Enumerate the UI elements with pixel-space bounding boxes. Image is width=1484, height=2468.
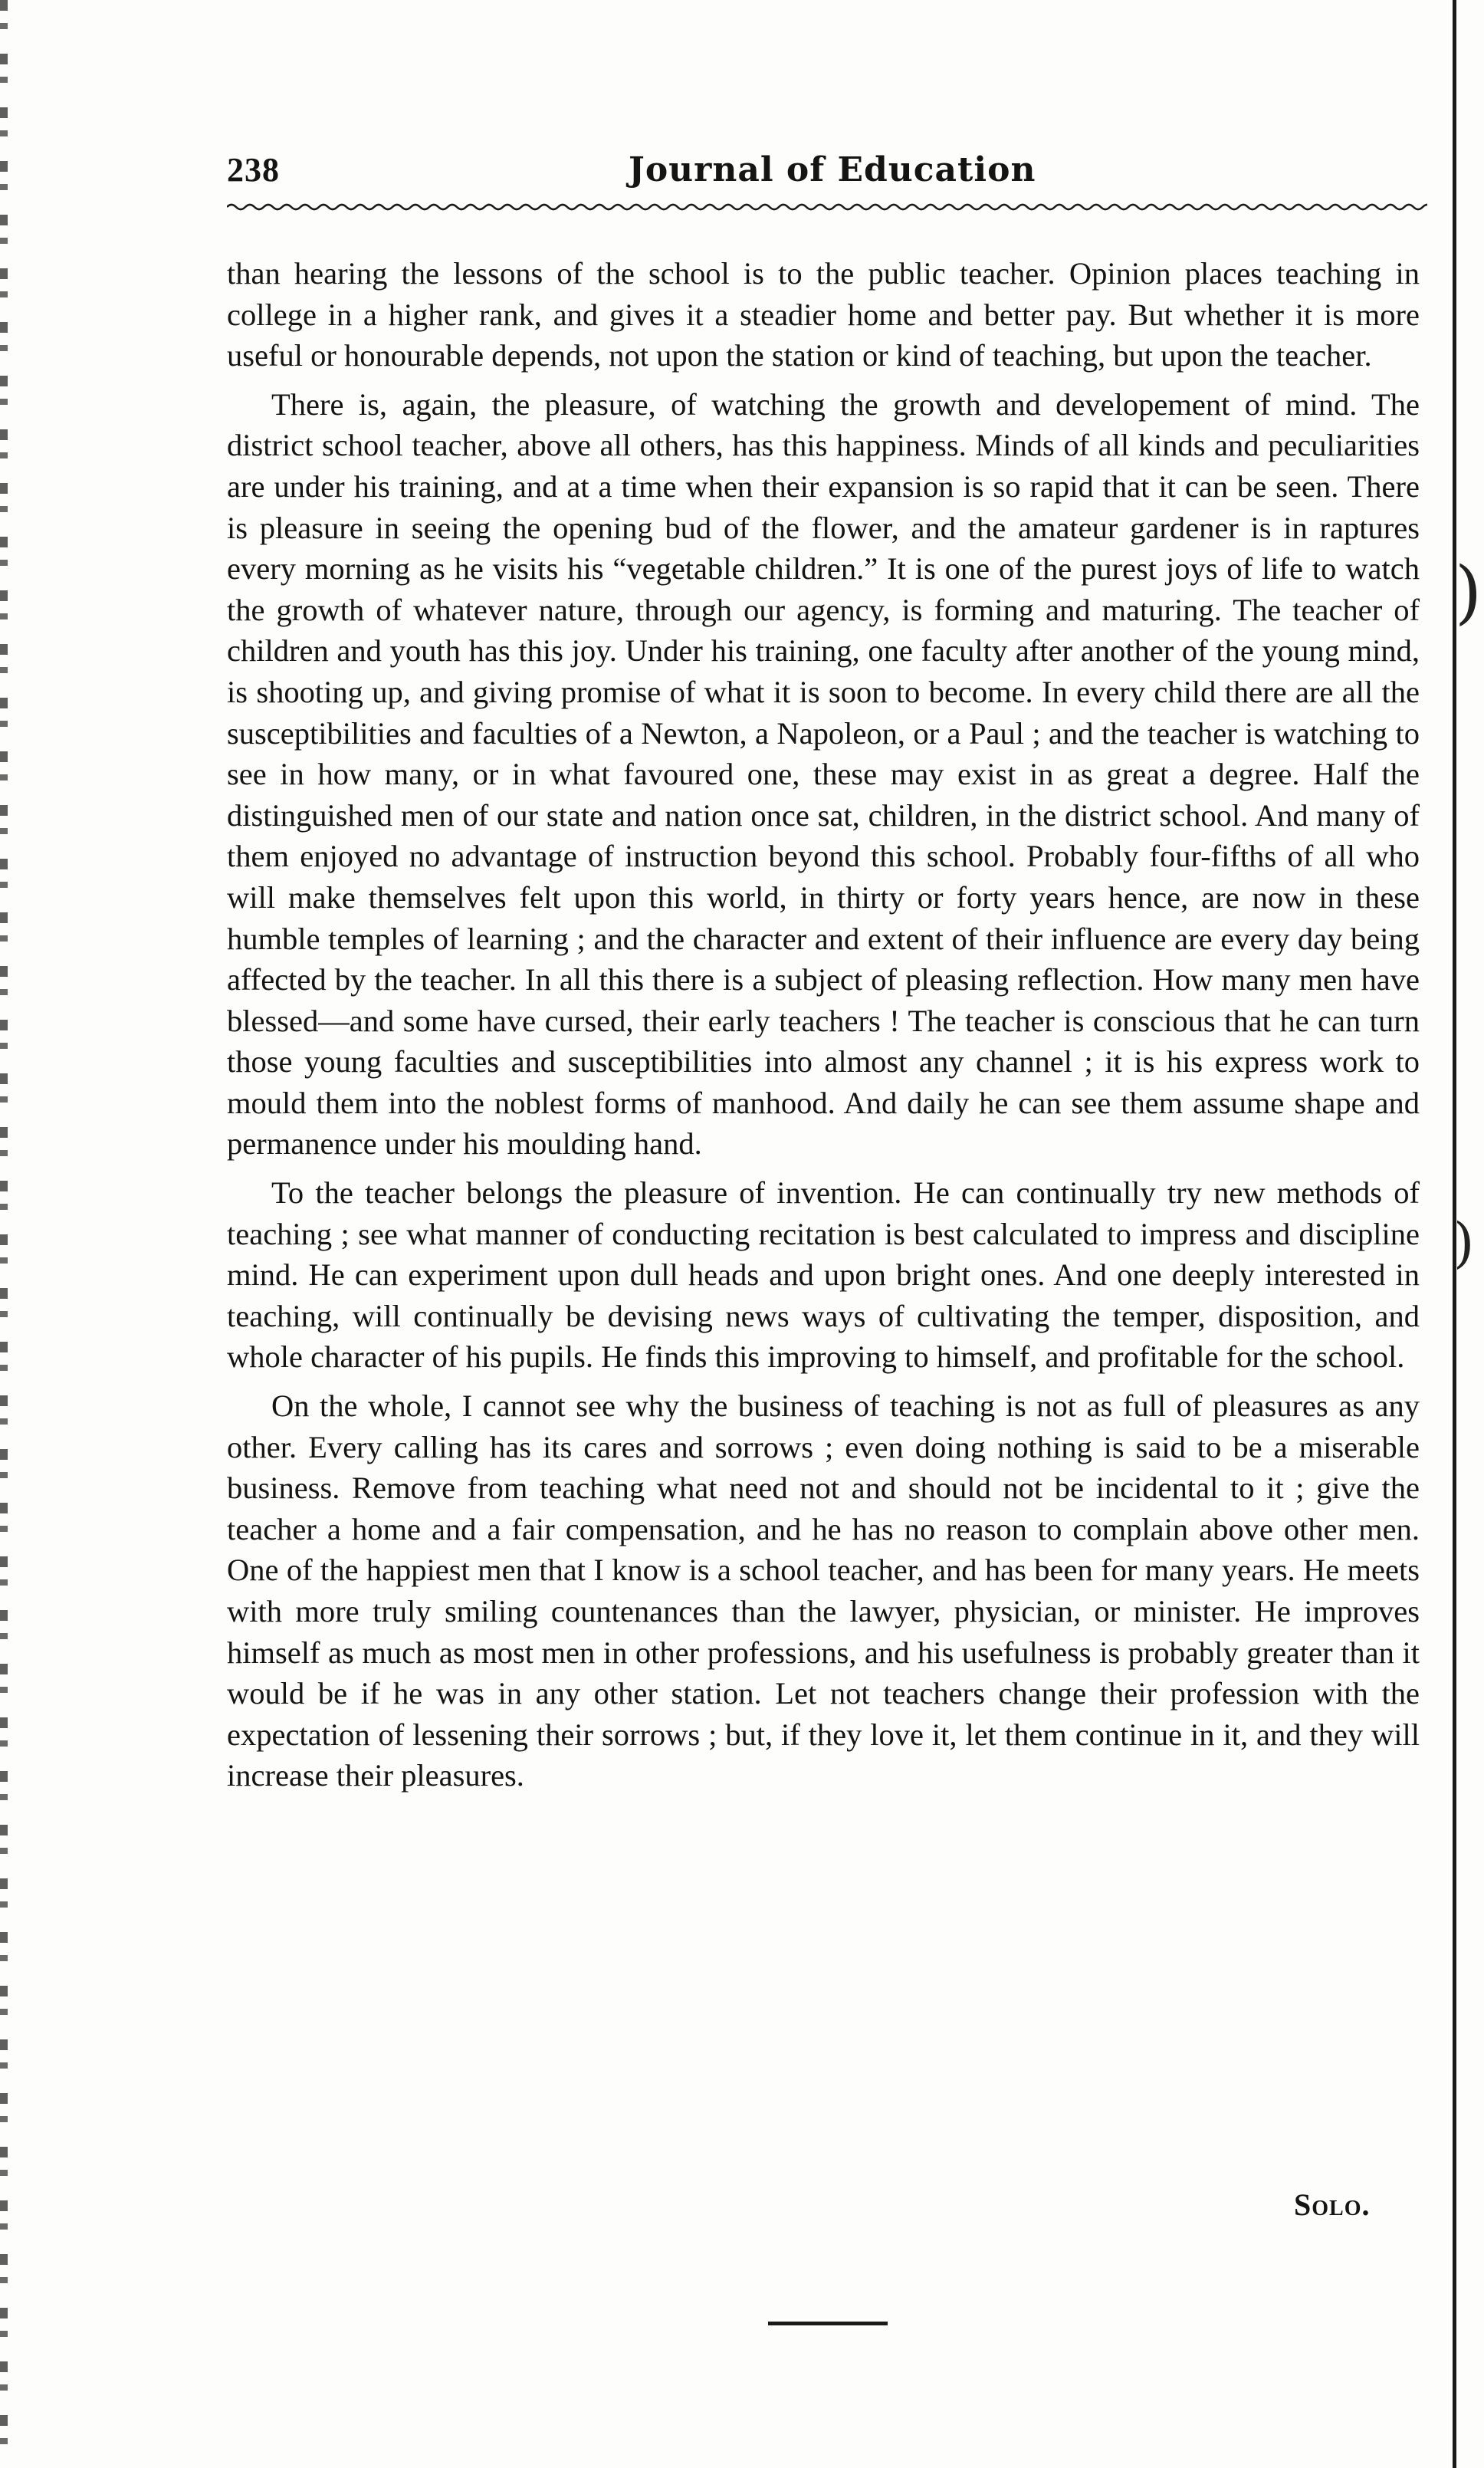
- article-body: [227, 253, 1420, 1804]
- margin-bracket: ): [1453, 1211, 1475, 1274]
- paragraph-3: To the teacher belongs the pleasure of invention. He can continually try new methods of teaching ; see what manner of conducting recitation is best calculated to impress and discipline mind. He can experiment upon dull heads and upon bright ones. And one deeply interested in teaching, will continually be devising news ways of cultivating the temper, disposition, and whole character of his pupils. He finds this improving to himself, and profitable for the school.: [227, 1175, 1420, 1375]
- margin-bracket: ): [1455, 552, 1482, 633]
- end-rule: [768, 2322, 888, 2325]
- running-title: Journal of Education: [629, 150, 1036, 189]
- page-number: 238: [227, 151, 280, 189]
- wavy-header-rule: [227, 201, 1427, 213]
- running-header: [227, 150, 1423, 193]
- paragraph-4: On the whole, I cannot see why the business of teaching is not as full of pleasures as any other. Every calling has its cares and sorrows ; even doing nothing is said to be a miserable business. Remove from teaching what need not and should not be incidental to it ; give the teacher a home and a fair compensation, and he has no reason to complain above other men. One of the happiest men that I know is a school teacher, and has been for many years. He meets with more truly smiling countenances than the lawyer, physician, or minister. He improves himself as much as most men in other professions, and his usefulness is probably greater than it would be if he was in any other station. Let not teachers change their profession with the expectation of lessening their sorrows ; but, if they love it, let them continue in it, and they will increase their pleasures.: [227, 1388, 1420, 1793]
- author-signature: Solo.: [1294, 2187, 1371, 2222]
- paragraph-1: than hearing the lessons of the school is to the public teacher. Opinion places teaching in college in a higher rank, and gives it a steadier home and better pay. But whether it is more useful or honourable depends, not upon the station or kind of teaching, but upon the teacher.: [227, 256, 1420, 373]
- binding-edge: [0, 0, 8, 2468]
- paragraph-2: There is, again, the pleasure, of watching the growth and developement of mind. The district school teacher, above all others, has this happiness. Minds of all kinds and peculiarities are under his training, and at a time when their expansion is so rapid that it can be seen. There is pleasure in seeing the opening bud of the flower, and the amateur gardener is in raptures every morning as he visits his “vegetable children.” It is one of the purest joys of life to watch the growth of whatever nature, through our agency, is forming and maturing. The teacher of children and youth has this joy. Under his training, one faculty after another of the young mind, is shooting up, and giving promise of what it is soon to become. In every child there are all the susceptibilities and faculties of a Newton, a Napoleon, or a Paul ; and the teacher is watching to see in how many, or in what favoured one, these may exist in as great a degree. Half the distinguished men of our state and nation once sat, children, in the district school. And many of them enjoyed no advantage of instruction beyond this school. Probably four-fifths of all who will make themselves felt upon this world, in thirty or forty years hence, are now in these humble temples of learning ; and the character and extent of their influence are every day being affected by the teacher. In all this there is a subject of pleasing reflection. How many men have blessed—and some have cursed, their early teachers ! The teacher is conscious that he can turn those young faculties and susceptibilities into almost any channel ; it is his express work to mould them into the noblest forms of manhood. And daily he can see them assume shape and permanence under his moulding hand.: [227, 386, 1420, 1162]
